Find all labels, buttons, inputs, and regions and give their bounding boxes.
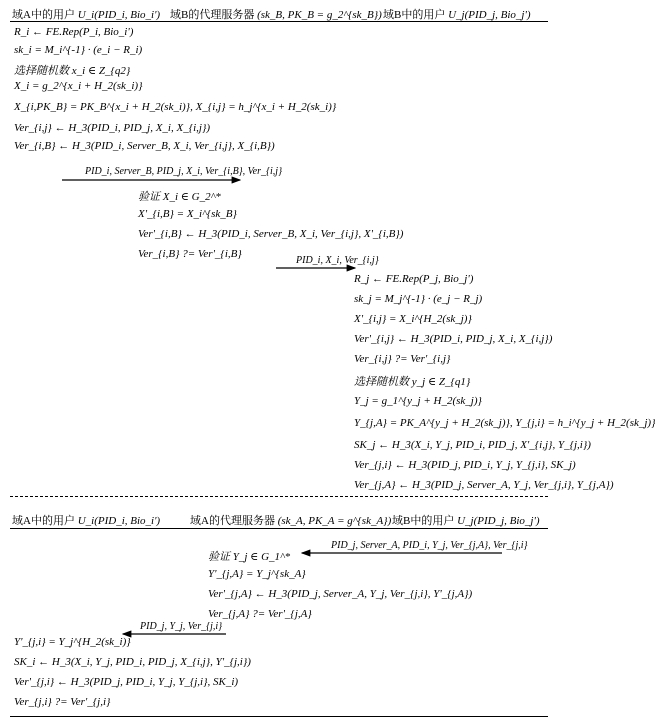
header-user-i: 域A中的用户 U_i(PID_i, Bio_i') [12, 9, 161, 21]
server-a-step: Y'_{j,A} = Y_j^{sk_A} [208, 568, 306, 580]
server-b-step: 验证 X_i ∈ G_2^* [138, 191, 221, 203]
message-1-label: PID_i, Server_B, PID_j, X_i, Ver_{i,B}, Ver_{i,j} [85, 166, 283, 177]
user-j-step: Ver_{j,A} ← H_3(PID_j, Server_A, Y_j, Ver_{j,i}, Y_{j,A}) [354, 479, 614, 491]
user-i-step: 选择随机数 x_i ∈ Z_{q2} [14, 65, 131, 77]
server-b-step: Ver_{i,B} ?= Ver'_{i,B} [138, 248, 242, 260]
user-i-step: X_{i,PK_B} = PK_B^{x_i + H_2(sk_i)}, X_{i,j} = h_j^{x_i + H_2(sk_i)} [14, 101, 337, 113]
message-3-label: PID_j, Server_A, PID_i, Y_j, Ver_{j,A}, Ver_{j,i} [331, 540, 528, 551]
user-i-final-step: Ver'_{j,i} ← H_3(PID_j, PID_i, Y_j, Y_{j,i}, SK_i) [14, 676, 239, 688]
message-4-label: PID_j, Y_j, Ver_{j,i} [140, 621, 223, 632]
server-a-step: Ver_{j,A} ?= Ver'_{j,A} [208, 608, 312, 620]
message-2-label: PID_i, X_i, Ver_{i,j} [296, 255, 379, 266]
user-j-step: R_j ← FE.Rep(P_j, Bio_j') [354, 273, 474, 285]
user-j-step: Ver_{j,i} ← H_3(PID_j, PID_i, Y_j, Y_{j,i}, SK_j) [354, 459, 576, 471]
header-server-b: 域B的代理服务器 (sk_B, PK_B = g_2^{sk_B}) [170, 9, 382, 21]
header2-server-a: 域A的代理服务器 (sk_A, PK_A = g^{sk_A}) [190, 515, 392, 527]
server-a-step: 验证 Y_j ∈ G_1^* [208, 551, 291, 563]
user-j-step: Y_{j,A} = PK_A^{y_j + H_2(sk_j)}, Y_{j,i} = h_i^{y_j + H_2(sk_j)} [354, 417, 655, 429]
header-user-j: 域B中的用户 U_j(PID_j, Bio_j') [383, 9, 531, 21]
server-b-step: Ver'_{i,B} ← H_3(PID_i, Server_B, X_i, Ver_{i,j}, X'_{i,B}) [138, 228, 404, 240]
server-b-step: X'_{i,B} = X_i^{sk_B} [138, 208, 237, 220]
user-i-final-step: SK_i ← H_3(X_i, Y_j, PID_i, PID_j, X_{i,j}, Y'_{j,i}) [14, 656, 251, 668]
user-i-step: Ver_{i,j} ← H_3(PID_i, PID_j, X_i, X_{i,j}) [14, 122, 211, 134]
server-a-step: Ver'_{j,A} ← H_3(PID_j, Server_A, Y_j, Ver_{j,i}, Y'_{j,A}) [208, 588, 473, 600]
user-j-step: SK_j ← H_3(X_i, Y_j, PID_i, PID_j, X'_{i,j}, Y_{j,i}) [354, 439, 591, 451]
header2-user-j: 域B中的用户 U_j(PID_j, Bio_j') [392, 515, 540, 527]
user-i-step: R_i ← FE.Rep(P_i, Bio_i') [14, 26, 134, 38]
user-i-step: X_i = g_2^{x_i + H_2(sk_i)} [14, 80, 143, 92]
user-i-step: Ver_{i,B} ← H_3(PID_i, Server_B, X_i, Ver_{i,j}, X_{i,B}) [14, 140, 275, 152]
user-j-step: sk_j = M_j^{-1} · (e_j − R_j) [354, 293, 483, 305]
user-i-final-step: Ver_{j,i} ?= Ver'_{j,i} [14, 696, 111, 708]
header2-user-i: 域A中的用户 U_i(PID_i, Bio_i') [12, 515, 161, 527]
user-j-step: Ver_{i,j} ?= Ver'_{i,j} [354, 353, 451, 365]
user-i-step: sk_i = M_i^{-1} · (e_i − R_i) [14, 44, 143, 56]
user-i-final-step: Y'_{j,i} = Y_j^{H_2(sk_i)} [14, 636, 131, 648]
user-j-step: Ver'_{i,j} ← H_3(PID_i, PID_j, X_i, X_{i,j}) [354, 333, 553, 345]
user-j-step: X'_{i,j} = X_i^{H_2(sk_j)} [354, 313, 472, 325]
user-j-step: 选择随机数 y_j ∈ Z_{q1} [354, 376, 471, 388]
user-j-step: Y_j = g_1^{y_j + H_2(sk_j)} [354, 395, 482, 407]
